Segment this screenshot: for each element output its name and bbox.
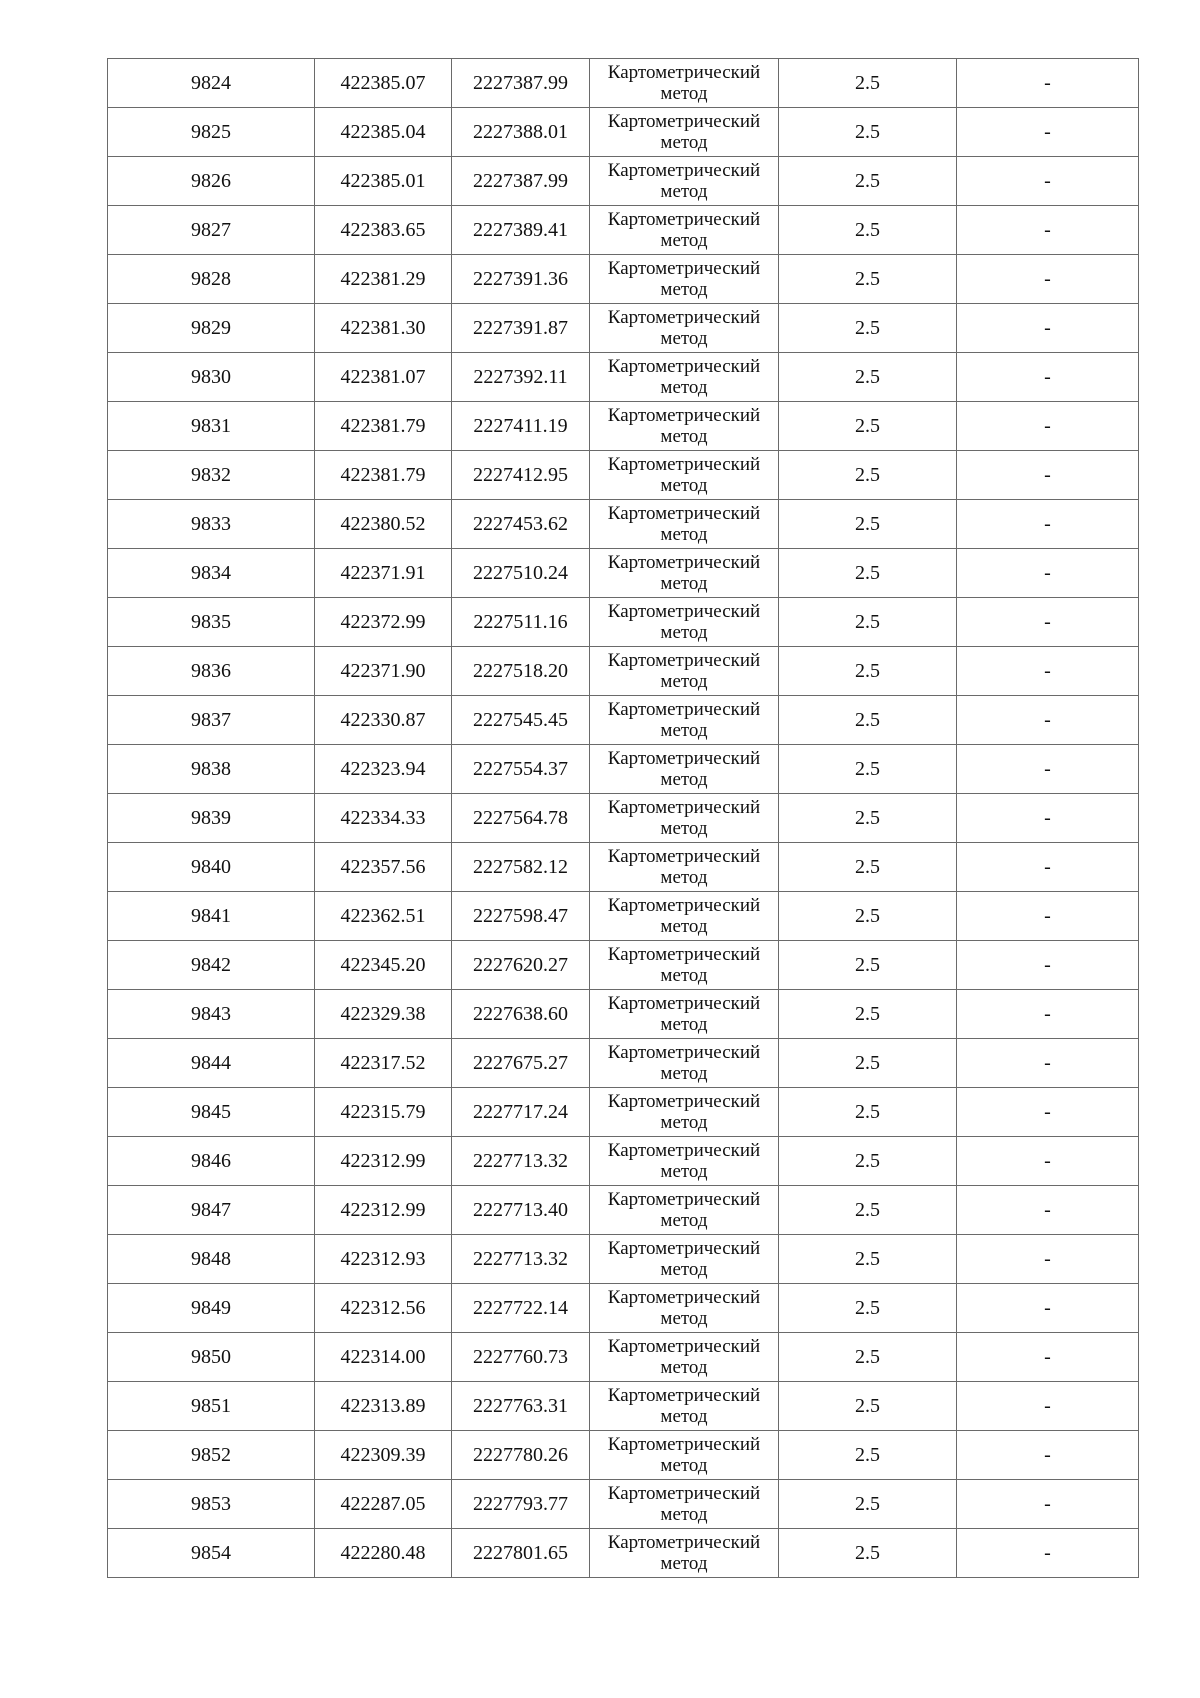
table-row xyxy=(108,1529,1139,1578)
coordinate-y-cell: 2227387.99 xyxy=(452,157,590,206)
coordinate-x-cell: 422313.89 xyxy=(315,1382,452,1431)
table-row xyxy=(108,941,1139,990)
table-row xyxy=(108,549,1139,598)
coordinate-x-cell: 422312.99 xyxy=(315,1137,452,1186)
point-number-cell: 9844 xyxy=(108,1039,315,1088)
accuracy-cell: 2.5 xyxy=(779,794,957,843)
accuracy-cell: 2.5 xyxy=(779,647,957,696)
coordinate-y-cell: 2227717.24 xyxy=(452,1088,590,1137)
method-cell: Картометрический метод xyxy=(590,1431,779,1480)
method-cell: Картометрический метод xyxy=(590,1480,779,1529)
point-number-cell: 9824 xyxy=(108,59,315,108)
coordinate-y-cell: 2227510.24 xyxy=(452,549,590,598)
accuracy-cell: 2.5 xyxy=(779,353,957,402)
coordinate-y-cell: 2227412.95 xyxy=(452,451,590,500)
note-cell: - xyxy=(957,549,1139,598)
coordinate-y-cell: 2227453.62 xyxy=(452,500,590,549)
note-cell: - xyxy=(957,1431,1139,1480)
coordinate-x-cell: 422371.90 xyxy=(315,647,452,696)
coordinate-x-cell: 422314.00 xyxy=(315,1333,452,1382)
accuracy-cell: 2.5 xyxy=(779,206,957,255)
table-row xyxy=(108,1137,1139,1186)
method-cell: Картометрический метод xyxy=(590,157,779,206)
accuracy-cell: 2.5 xyxy=(779,843,957,892)
table-row xyxy=(108,696,1139,745)
coordinate-x-cell: 422381.30 xyxy=(315,304,452,353)
coordinate-x-cell: 422385.07 xyxy=(315,59,452,108)
table-row xyxy=(108,1480,1139,1529)
table-row xyxy=(108,1431,1139,1480)
table-row xyxy=(108,990,1139,1039)
coordinate-y-cell: 2227598.47 xyxy=(452,892,590,941)
note-cell: - xyxy=(957,1186,1139,1235)
note-cell: - xyxy=(957,745,1139,794)
table-row xyxy=(108,108,1139,157)
method-cell: Картометрический метод xyxy=(590,1333,779,1382)
coordinate-y-cell: 2227582.12 xyxy=(452,843,590,892)
table-row xyxy=(108,402,1139,451)
coordinate-x-cell: 422381.29 xyxy=(315,255,452,304)
point-number-cell: 9831 xyxy=(108,402,315,451)
method-cell: Картометрический метод xyxy=(590,255,779,304)
coordinate-y-cell: 2227554.37 xyxy=(452,745,590,794)
method-cell: Картометрический метод xyxy=(590,941,779,990)
coordinates-table-body xyxy=(108,59,1139,1578)
table-row xyxy=(108,1088,1139,1137)
accuracy-cell: 2.5 xyxy=(779,500,957,549)
point-number-cell: 9834 xyxy=(108,549,315,598)
coordinate-x-cell: 422330.87 xyxy=(315,696,452,745)
note-cell: - xyxy=(957,402,1139,451)
accuracy-cell: 2.5 xyxy=(779,1284,957,1333)
coordinate-y-cell: 2227392.11 xyxy=(452,353,590,402)
method-cell: Картометрический метод xyxy=(590,1235,779,1284)
point-number-cell: 9830 xyxy=(108,353,315,402)
coordinate-x-cell: 422345.20 xyxy=(315,941,452,990)
method-cell: Картометрический метод xyxy=(590,549,779,598)
accuracy-cell: 2.5 xyxy=(779,1431,957,1480)
accuracy-cell: 2.5 xyxy=(779,304,957,353)
table-row xyxy=(108,304,1139,353)
table-row xyxy=(108,745,1139,794)
note-cell: - xyxy=(957,1333,1139,1382)
point-number-cell: 9833 xyxy=(108,500,315,549)
coordinate-x-cell: 422372.99 xyxy=(315,598,452,647)
point-number-cell: 9839 xyxy=(108,794,315,843)
note-cell: - xyxy=(957,500,1139,549)
accuracy-cell: 2.5 xyxy=(779,1480,957,1529)
coordinate-x-cell: 422383.65 xyxy=(315,206,452,255)
accuracy-cell: 2.5 xyxy=(779,451,957,500)
accuracy-cell: 2.5 xyxy=(779,255,957,304)
note-cell: - xyxy=(957,1088,1139,1137)
coordinate-y-cell: 2227391.36 xyxy=(452,255,590,304)
point-number-cell: 9853 xyxy=(108,1480,315,1529)
coordinate-x-cell: 422312.93 xyxy=(315,1235,452,1284)
coordinate-y-cell: 2227620.27 xyxy=(452,941,590,990)
method-cell: Картометрический метод xyxy=(590,647,779,696)
point-number-cell: 9832 xyxy=(108,451,315,500)
table-row xyxy=(108,892,1139,941)
table-row xyxy=(108,598,1139,647)
coordinate-y-cell: 2227763.31 xyxy=(452,1382,590,1431)
point-number-cell: 9838 xyxy=(108,745,315,794)
coordinate-x-cell: 422385.01 xyxy=(315,157,452,206)
coordinate-x-cell: 422317.52 xyxy=(315,1039,452,1088)
coordinate-x-cell: 422362.51 xyxy=(315,892,452,941)
note-cell: - xyxy=(957,353,1139,402)
table-row xyxy=(108,157,1139,206)
note-cell: - xyxy=(957,451,1139,500)
method-cell: Картометрический метод xyxy=(590,108,779,157)
point-number-cell: 9851 xyxy=(108,1382,315,1431)
note-cell: - xyxy=(957,1480,1139,1529)
note-cell: - xyxy=(957,1137,1139,1186)
note-cell: - xyxy=(957,892,1139,941)
method-cell: Картометрический метод xyxy=(590,304,779,353)
coordinate-y-cell: 2227564.78 xyxy=(452,794,590,843)
accuracy-cell: 2.5 xyxy=(779,1137,957,1186)
method-cell: Картометрический метод xyxy=(590,1284,779,1333)
note-cell: - xyxy=(957,794,1139,843)
table-row xyxy=(108,1235,1139,1284)
point-number-cell: 9829 xyxy=(108,304,315,353)
coordinate-x-cell: 422287.05 xyxy=(315,1480,452,1529)
coordinate-x-cell: 422312.56 xyxy=(315,1284,452,1333)
note-cell: - xyxy=(957,59,1139,108)
table-row xyxy=(108,1333,1139,1382)
coordinate-y-cell: 2227387.99 xyxy=(452,59,590,108)
note-cell: - xyxy=(957,108,1139,157)
note-cell: - xyxy=(957,598,1139,647)
point-number-cell: 9845 xyxy=(108,1088,315,1137)
method-cell: Картометрический метод xyxy=(590,892,779,941)
accuracy-cell: 2.5 xyxy=(779,745,957,794)
point-number-cell: 9854 xyxy=(108,1529,315,1578)
point-number-cell: 9836 xyxy=(108,647,315,696)
coordinate-y-cell: 2227411.19 xyxy=(452,402,590,451)
table-row xyxy=(108,843,1139,892)
method-cell: Картометрический метод xyxy=(590,990,779,1039)
accuracy-cell: 2.5 xyxy=(779,1039,957,1088)
coordinate-y-cell: 2227793.77 xyxy=(452,1480,590,1529)
accuracy-cell: 2.5 xyxy=(779,941,957,990)
table-row xyxy=(108,206,1139,255)
accuracy-cell: 2.5 xyxy=(779,549,957,598)
table-row xyxy=(108,500,1139,549)
coordinate-x-cell: 422385.04 xyxy=(315,108,452,157)
note-cell: - xyxy=(957,696,1139,745)
coordinate-y-cell: 2227388.01 xyxy=(452,108,590,157)
method-cell: Картометрический метод xyxy=(590,843,779,892)
note-cell: - xyxy=(957,1529,1139,1578)
table-row xyxy=(108,451,1139,500)
method-cell: Картометрический метод xyxy=(590,1186,779,1235)
method-cell: Картометрический метод xyxy=(590,402,779,451)
note-cell: - xyxy=(957,843,1139,892)
method-cell: Картометрический метод xyxy=(590,1137,779,1186)
accuracy-cell: 2.5 xyxy=(779,990,957,1039)
table-row xyxy=(108,794,1139,843)
accuracy-cell: 2.5 xyxy=(779,402,957,451)
coordinate-x-cell: 422280.48 xyxy=(315,1529,452,1578)
method-cell: Картометрический метод xyxy=(590,1529,779,1578)
coordinate-y-cell: 2227713.32 xyxy=(452,1235,590,1284)
coordinate-y-cell: 2227389.41 xyxy=(452,206,590,255)
note-cell: - xyxy=(957,304,1139,353)
point-number-cell: 9842 xyxy=(108,941,315,990)
note-cell: - xyxy=(957,1284,1139,1333)
table-row xyxy=(108,255,1139,304)
point-number-cell: 9825 xyxy=(108,108,315,157)
coordinate-y-cell: 2227518.20 xyxy=(452,647,590,696)
coordinate-x-cell: 422315.79 xyxy=(315,1088,452,1137)
coordinate-y-cell: 2227713.32 xyxy=(452,1137,590,1186)
point-number-cell: 9849 xyxy=(108,1284,315,1333)
point-number-cell: 9837 xyxy=(108,696,315,745)
table-row xyxy=(108,1382,1139,1431)
coordinate-x-cell: 422357.56 xyxy=(315,843,452,892)
accuracy-cell: 2.5 xyxy=(779,1382,957,1431)
method-cell: Картометрический метод xyxy=(590,598,779,647)
accuracy-cell: 2.5 xyxy=(779,696,957,745)
accuracy-cell: 2.5 xyxy=(779,892,957,941)
method-cell: Картометрический метод xyxy=(590,500,779,549)
coordinate-y-cell: 2227511.16 xyxy=(452,598,590,647)
method-cell: Картометрический метод xyxy=(590,1088,779,1137)
accuracy-cell: 2.5 xyxy=(779,1529,957,1578)
note-cell: - xyxy=(957,941,1139,990)
accuracy-cell: 2.5 xyxy=(779,1333,957,1382)
accuracy-cell: 2.5 xyxy=(779,598,957,647)
note-cell: - xyxy=(957,990,1139,1039)
method-cell: Картометрический метод xyxy=(590,206,779,255)
point-number-cell: 9841 xyxy=(108,892,315,941)
method-cell: Картометрический метод xyxy=(590,1382,779,1431)
coordinate-x-cell: 422309.39 xyxy=(315,1431,452,1480)
method-cell: Картометрический метод xyxy=(590,353,779,402)
accuracy-cell: 2.5 xyxy=(779,157,957,206)
table-row xyxy=(108,353,1139,402)
point-number-cell: 9828 xyxy=(108,255,315,304)
coordinate-y-cell: 2227722.14 xyxy=(452,1284,590,1333)
note-cell: - xyxy=(957,206,1139,255)
coordinate-x-cell: 422312.99 xyxy=(315,1186,452,1235)
coordinate-x-cell: 422371.91 xyxy=(315,549,452,598)
note-cell: - xyxy=(957,157,1139,206)
method-cell: Картометрический метод xyxy=(590,59,779,108)
coordinate-x-cell: 422381.79 xyxy=(315,402,452,451)
method-cell: Картометрический метод xyxy=(590,745,779,794)
point-number-cell: 9847 xyxy=(108,1186,315,1235)
method-cell: Картометрический метод xyxy=(590,1039,779,1088)
coordinate-x-cell: 422323.94 xyxy=(315,745,452,794)
coordinate-y-cell: 2227801.65 xyxy=(452,1529,590,1578)
coordinate-x-cell: 422329.38 xyxy=(315,990,452,1039)
note-cell: - xyxy=(957,1235,1139,1284)
point-number-cell: 9852 xyxy=(108,1431,315,1480)
table-row xyxy=(108,1284,1139,1333)
coordinate-y-cell: 2227760.73 xyxy=(452,1333,590,1382)
coordinate-y-cell: 2227545.45 xyxy=(452,696,590,745)
coordinate-y-cell: 2227675.27 xyxy=(452,1039,590,1088)
method-cell: Картометрический метод xyxy=(590,696,779,745)
table-row xyxy=(108,1039,1139,1088)
coordinates-table xyxy=(107,58,1139,1578)
point-number-cell: 9835 xyxy=(108,598,315,647)
note-cell: - xyxy=(957,255,1139,304)
accuracy-cell: 2.5 xyxy=(779,1088,957,1137)
coordinate-y-cell: 2227780.26 xyxy=(452,1431,590,1480)
method-cell: Картометрический метод xyxy=(590,794,779,843)
coordinate-x-cell: 422381.07 xyxy=(315,353,452,402)
accuracy-cell: 2.5 xyxy=(779,1186,957,1235)
note-cell: - xyxy=(957,1382,1139,1431)
point-number-cell: 9826 xyxy=(108,157,315,206)
coordinate-x-cell: 422381.79 xyxy=(315,451,452,500)
coordinate-y-cell: 2227638.60 xyxy=(452,990,590,1039)
accuracy-cell: 2.5 xyxy=(779,1235,957,1284)
coordinate-x-cell: 422334.33 xyxy=(315,794,452,843)
table-row xyxy=(108,647,1139,696)
coordinate-x-cell: 422380.52 xyxy=(315,500,452,549)
point-number-cell: 9850 xyxy=(108,1333,315,1382)
coordinate-y-cell: 2227391.87 xyxy=(452,304,590,353)
point-number-cell: 9846 xyxy=(108,1137,315,1186)
point-number-cell: 9827 xyxy=(108,206,315,255)
note-cell: - xyxy=(957,1039,1139,1088)
point-number-cell: 9848 xyxy=(108,1235,315,1284)
table-row xyxy=(108,1186,1139,1235)
accuracy-cell: 2.5 xyxy=(779,108,957,157)
method-cell: Картометрический метод xyxy=(590,451,779,500)
coordinate-y-cell: 2227713.40 xyxy=(452,1186,590,1235)
point-number-cell: 9843 xyxy=(108,990,315,1039)
table-row xyxy=(108,59,1139,108)
accuracy-cell: 2.5 xyxy=(779,59,957,108)
point-number-cell: 9840 xyxy=(108,843,315,892)
note-cell: - xyxy=(957,647,1139,696)
